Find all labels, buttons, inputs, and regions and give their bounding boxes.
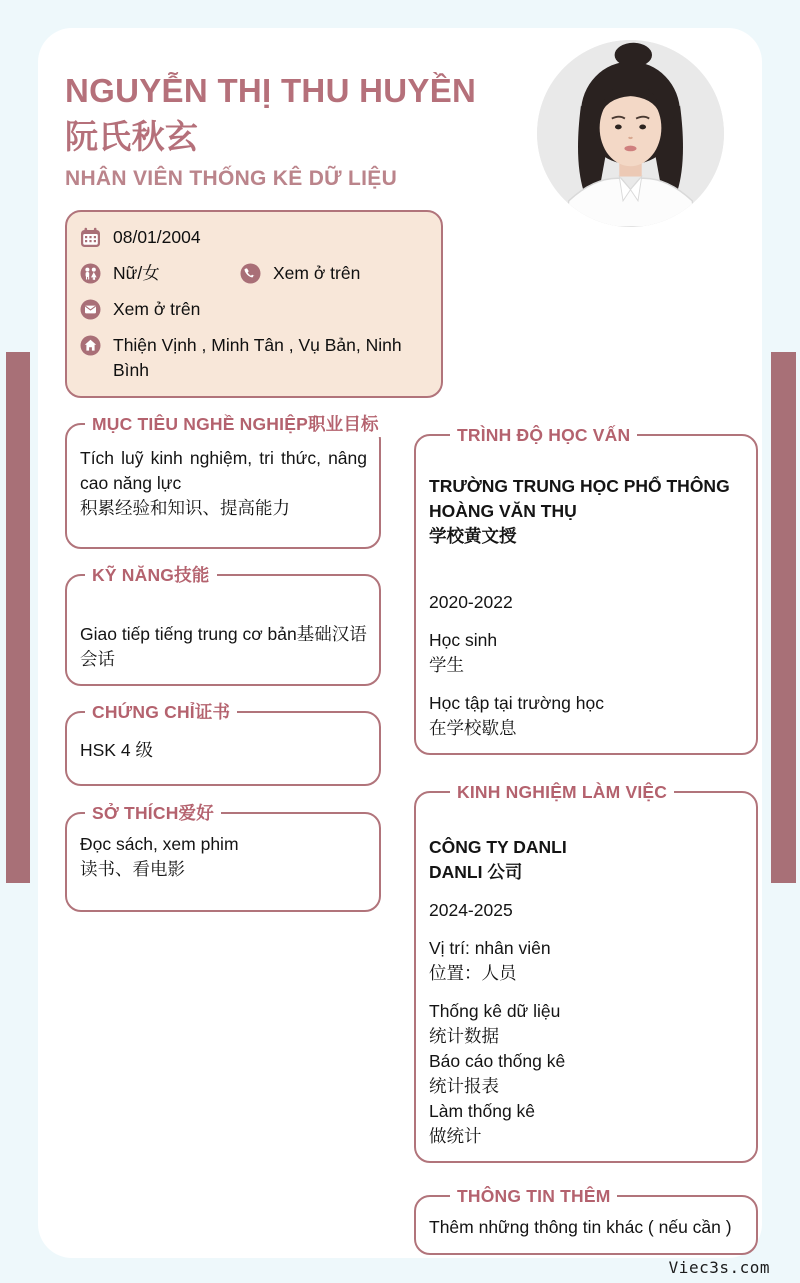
section-additional-title: THÔNG TIN THÊM	[450, 1184, 617, 1209]
education-period: 2020-2022	[429, 592, 513, 612]
education-role-vi: Học sinh	[429, 630, 498, 650]
email-value: Xem ở trên	[113, 299, 201, 319]
objective-text-vi: Tích luỹ kinh nghiệm, tri thức, nâng cao năng lực	[80, 448, 367, 493]
education-desc-vi: Học tập tại trường học	[429, 693, 604, 713]
experience-position-vi: Vị trí: nhân viên	[429, 938, 551, 958]
address-row	[80, 333, 427, 383]
experience-position-zh: 位置：人员	[429, 963, 517, 983]
site-watermark: Viec3s.com	[668, 1258, 770, 1277]
right-accent-bar	[771, 352, 796, 883]
gender-cell	[80, 261, 240, 286]
section-objective	[65, 414, 381, 549]
gender-value: Nữ/女	[113, 263, 160, 283]
education-desc-zh: 在学校歇息	[429, 718, 517, 738]
candidate-name-chinese: 阮氏秋玄	[65, 118, 199, 155]
additional-text: Thêm những thông tin khác ( nếu cần )	[429, 1217, 732, 1237]
phone-icon	[240, 263, 261, 284]
section-education-title: TRÌNH ĐỘ HỌC VẤN	[450, 423, 637, 448]
candidate-name	[65, 68, 505, 160]
experience-duty: Làm thống kê	[429, 1101, 536, 1121]
left-column	[65, 414, 381, 912]
education-role-zh: 学生	[429, 655, 464, 675]
section-certificates	[65, 702, 381, 786]
education-role	[429, 628, 744, 678]
hobbies-text-vi: Đọc sách, xem phim	[80, 834, 239, 854]
experience-duty: Báo cáo thống kê	[429, 1051, 566, 1071]
section-skills-title: KỸ NĂNG技能	[85, 563, 217, 588]
home-icon	[80, 335, 101, 356]
cv-body-columns	[65, 414, 762, 1255]
gender-phone-row	[80, 261, 427, 286]
email-row	[80, 297, 427, 322]
section-additional	[414, 1186, 758, 1255]
section-objective-title: MỤC TIÊU NGHỀ NGHIỆP职业目标	[85, 412, 386, 437]
experience-company-vi: CÔNG TY DANLI	[429, 837, 567, 857]
section-education	[414, 425, 758, 755]
cv-card	[38, 28, 762, 1258]
portrait-illustration	[537, 40, 724, 227]
section-certificates-title: CHỨNG CHỈ证书	[85, 700, 237, 725]
section-hobbies-title: SỞ THÍCH爱好	[85, 801, 221, 826]
experience-duty: 统计报表	[429, 1076, 499, 1096]
section-experience	[414, 782, 758, 1163]
experience-company-zh: DANLI 公司	[429, 862, 523, 882]
experience-duties	[429, 999, 744, 1149]
hobbies-text-zh: 读书、看电影	[80, 859, 185, 879]
job-title: NHÂN VIÊN THỐNG KÊ DỮ LIỆU	[65, 167, 398, 190]
gender-icon	[80, 263, 101, 284]
contact-info-box	[65, 210, 443, 398]
education-desc	[429, 691, 744, 741]
dob-value: 08/01/2004	[113, 227, 201, 247]
objective-text-zh: 积累经验和知识、提高能力	[80, 498, 290, 518]
experience-duty: 统计数据	[429, 1026, 499, 1046]
experience-duty: Thống kê dữ liệu	[429, 1001, 561, 1021]
phone-value: Xem ở trên	[273, 263, 361, 283]
section-skills	[65, 565, 381, 686]
address-value: Thiện Vịnh , Minh Tân , Vụ Bản, Ninh Bình	[113, 335, 402, 380]
certificates-text: HSK 4 级	[80, 740, 153, 760]
email-icon	[80, 299, 101, 320]
experience-period: 2024-2025	[429, 900, 513, 920]
candidate-name-vietnamese: NGUYỄN THỊ THU HUYỀN	[65, 72, 477, 109]
skills-text: Giao tiếp tiếng trung cơ bản基础汉语会话	[80, 624, 367, 669]
calendar-icon	[80, 227, 101, 248]
phone-cell	[240, 261, 360, 286]
section-experience-title: KINH NGHIỆM LÀM VIỆC	[450, 780, 674, 805]
left-accent-bar	[6, 352, 30, 883]
right-column	[414, 425, 758, 1255]
education-school-vi: TRƯỜNG TRUNG HỌC PHỔ THÔNG HOÀNG VĂN THỤ	[429, 476, 730, 521]
experience-position	[429, 936, 744, 986]
section-hobbies	[65, 803, 381, 912]
education-school	[429, 474, 744, 549]
experience-duty: 做统计	[429, 1126, 482, 1146]
dob-row	[80, 225, 427, 250]
experience-company	[429, 835, 744, 885]
education-school-zh: 学校黄文授	[429, 526, 517, 546]
profile-photo	[537, 40, 724, 227]
